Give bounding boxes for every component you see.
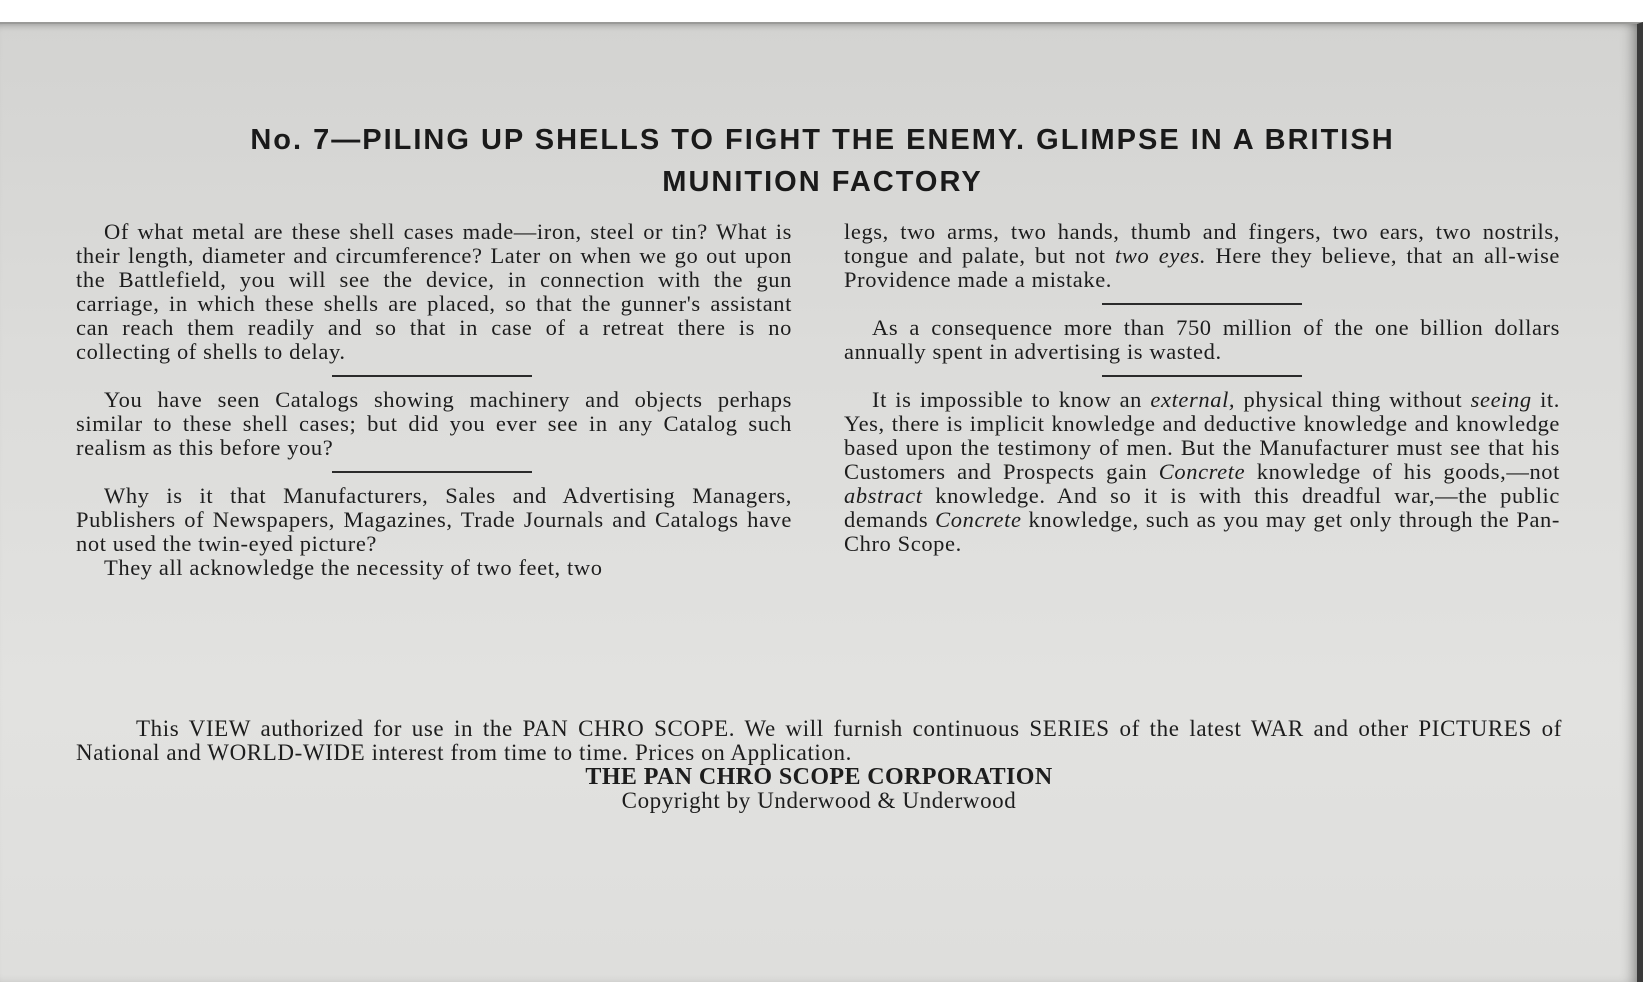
right-p3-emphasis-1: external,: [1150, 387, 1236, 412]
left-paragraph-1: Of what metal are these shell cases made—iron, steel or tin? What is their length, diameter and circumference? Later on when we go out upon the Battlefield, you will see the device, in connection with the gun carriage, in which these shells are placed, so that the gunner's assistant can reach them readily and so that in case of a retreat there is no collecting of shells to delay.: [76, 219, 792, 364]
left-column: [76, 220, 792, 580]
right-p3-text-c: it. Yes, there is implicit knowledge and deductive knowledge and knowledge based upon the testimony of men. But the Manufacturer must see that his Customers and Prospects gain: [844, 387, 1561, 484]
right-p1-text-a: legs, two arms, two hands, thumb and fingers, two ears, two nostrils, tongue and palate, but not: [844, 219, 1560, 268]
corporation-name: THE PAN CHRO SCOPE CORPORATION: [585, 764, 1053, 790]
divider-rule: [1102, 375, 1302, 377]
card-title: [60, 119, 1585, 203]
right-paragraph-3: [844, 388, 1560, 556]
divider-rule: [1102, 303, 1302, 305]
left-paragraph-2: You have seen Catalogs showing machinery and objects perhaps similar to these shell cases; but did you ever see in any Catalog such realism as this before you?: [76, 387, 792, 460]
card-footer: [76, 717, 1562, 813]
copyright-line: Copyright by Underwood & Underwood: [621, 788, 1017, 813]
stereoview-card-back: [0, 22, 1643, 982]
right-column: [844, 220, 1560, 556]
left-paragraph-4: They all acknowledge the necessity of two feet, two: [104, 555, 603, 580]
title-line-1: No. 7—PILING UP SHELLS TO FIGHT THE ENEMY. GLIMPSE IN A BRITISH: [250, 124, 1395, 156]
right-p3-emphasis-4: abstract: [844, 483, 923, 508]
right-p3-text-b: physical thing without: [1235, 387, 1471, 412]
divider-rule: [332, 471, 532, 473]
right-p1-emphasis: two eyes.: [1115, 243, 1207, 268]
right-p3-emphasis-2: seeing: [1470, 387, 1532, 412]
right-p3-text-e: knowledge. And so it is with this dreadful war,—the public demands: [844, 483, 1560, 532]
right-p3-text-f: knowledge, such as you may get only through the Pan-Chro Scope.: [844, 507, 1560, 556]
right-paragraph-2: As a consequence more than 750 million of the one billion dollars annually spent in advertising is wasted.: [844, 315, 1560, 364]
right-p3-emphasis-3: Concrete: [1158, 459, 1246, 484]
right-paragraph-1: [844, 220, 1560, 292]
authorization-notice: This VIEW authorized for use in the PAN CHRO SCOPE. We will furnish continuous SERIES of the latest WAR and other PICTURES of National and WORLD-WIDE interest from time to time. Prices on Application.: [76, 716, 1562, 765]
right-p1-text-b: Here they believe, that an all-wise Providence made a mistake.: [844, 243, 1561, 292]
left-paragraph-3: Why is it that Manufacturers, Sales and Advertising Managers, Publishers of Newspapers, Magazines, Trade Journals and Catalogs have not used the twin-eyed picture?: [76, 483, 792, 556]
title-line-2: MUNITION FACTORY: [662, 166, 983, 198]
divider-rule: [332, 375, 532, 377]
right-p3-emphasis-5: Concrete: [935, 507, 1022, 532]
right-p3-text-d: knowledge of his goods,—not: [1245, 459, 1561, 484]
right-p3-text-a: It is impossible to know an: [872, 387, 1151, 412]
